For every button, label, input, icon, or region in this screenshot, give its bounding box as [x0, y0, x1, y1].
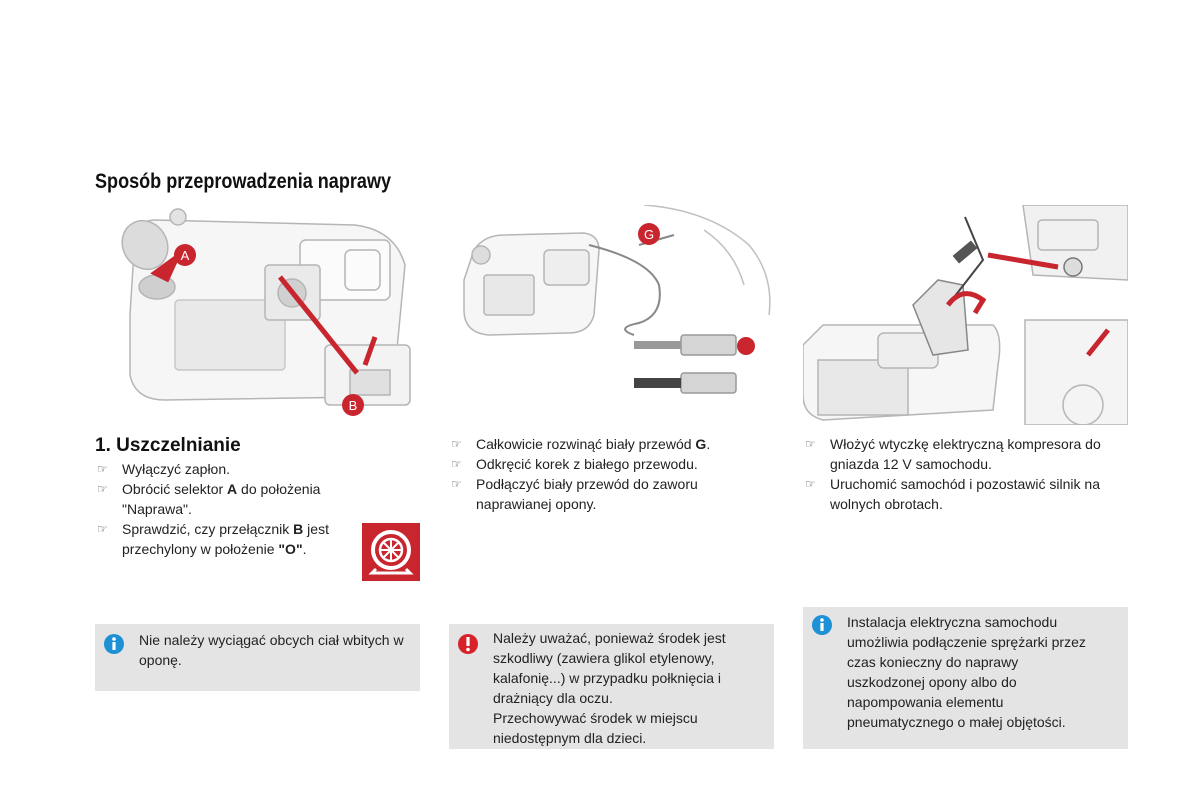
illustration-12v-socket	[803, 205, 1128, 425]
note-text: Instalacja elektryczna samochodu umożliwia podłączenie sprężarki przez czas konieczny do naprawy uszkodzonej opony albo do napompowania elementu pneumatycznego o małej objętości.	[847, 614, 1086, 730]
warning-note	[449, 624, 774, 749]
valve-cap-marker	[737, 337, 755, 355]
note-text	[493, 628, 766, 748]
section-sealing	[95, 436, 355, 559]
pointing-hand-icon: ☞	[97, 462, 108, 476]
pointing-hand-icon: ☞	[805, 437, 816, 451]
callout-g-label: G	[643, 227, 655, 242]
callout-b-label: B	[348, 398, 358, 413]
pointing-hand-icon: ☞	[451, 457, 462, 471]
list-item: ☞ Odkręcić korek z białego przewodu.	[451, 456, 698, 472]
list-item: ☞ Podłączyć biały przewód do zaworu naprawianej opony.	[451, 476, 698, 512]
list-item: ☞ Całkowicie rozwinąć biały przewód G.	[451, 436, 711, 452]
section-heading: 1. Uszczelnianie	[95, 435, 241, 456]
list-item: ☞ Włożyć wtyczkę elektryczną kompresora do gniazda 12 V samochodu.	[805, 436, 1101, 472]
info-note	[95, 624, 420, 691]
pointing-hand-icon: ☞	[97, 482, 108, 496]
pointing-hand-icon: ☞	[805, 477, 816, 491]
list-item: ☞ Obrócić selektor A do położenia "Naprawa".	[97, 481, 321, 517]
tyre-repair-symbol-icon	[362, 523, 420, 581]
note-line: Przechowywać środek w miejscu niedostępnym dla dzieci.	[493, 710, 698, 746]
info-icon	[811, 614, 833, 636]
warning-icon	[457, 633, 479, 655]
info-icon	[103, 633, 125, 655]
section-hose	[449, 434, 769, 514]
pointing-hand-icon: ☞	[97, 522, 108, 536]
pointing-hand-icon: ☞	[451, 437, 462, 451]
list-item: ☞ Wyłączyć zapłon.	[97, 461, 231, 477]
page-title: Sposób przeprowadzenia naprawy	[95, 170, 392, 193]
note-line: Należy uważać, ponieważ środek jest szkodliwy (zawiera glikol etylenowy, kalafonię...) w przypadku połknięcia i drażniący dla oczu.	[493, 630, 726, 706]
pointing-hand-icon: ☞	[451, 477, 462, 491]
list-item: ☞ Uruchomić samochód i pozostawić silnik na wolnych obrotach.	[805, 476, 1100, 512]
list-item: ☞ Sprawdzić, czy przełącznik B jest przechylony w położenie "O".	[97, 521, 329, 557]
illustration-compressor-hose	[449, 205, 774, 425]
instruction-list	[95, 459, 355, 559]
callout-a-label: A	[180, 248, 190, 263]
note-text: Nie należy wyciągać obcych ciał wbitych w oponę.	[139, 632, 404, 668]
illustration-compressor-selector	[95, 205, 420, 425]
instruction-list	[803, 434, 1123, 514]
info-note	[803, 607, 1128, 749]
section-power	[803, 434, 1123, 514]
instruction-list	[449, 434, 769, 514]
